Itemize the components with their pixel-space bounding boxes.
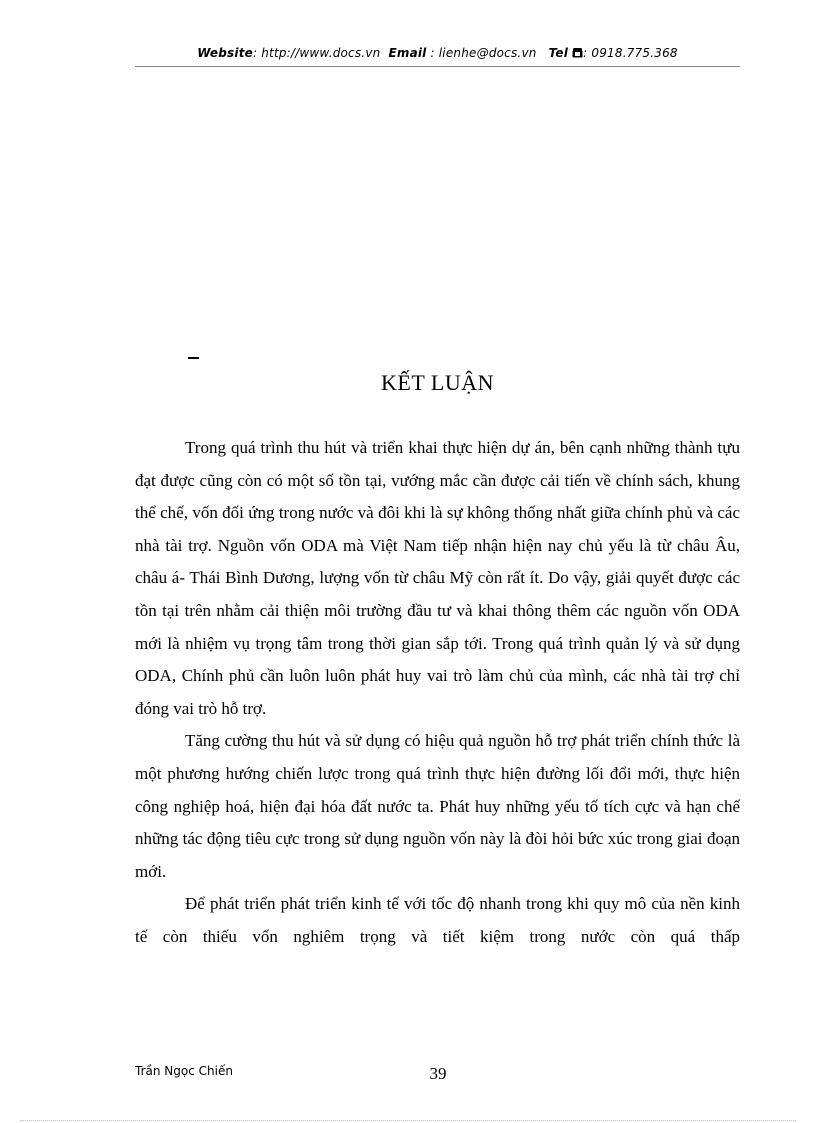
tel-value: : 0918.775.368: [583, 46, 678, 60]
page-number: 39: [429, 1064, 447, 1083]
page-title: KẾT LUẬN: [381, 370, 494, 395]
website-label: Website: [197, 46, 253, 60]
paragraph: Trong quá trình thu hút và triển khai thực hiện dự án, bên cạnh những thành tựu đạt được cũng còn có một số tồn tại, vướng mắc cần được cải tiến về chính sách, khung thể chế, vốn đối ứng trong nước và đôi khi là sự không thống nhất giữa chính phủ và các nhà tài trợ. Nguồn vốn ODA mà Việt Nam tiếp nhận hiện nay chủ yếu là từ châu Âu, châu á- Thái Bình Dương, lượng vốn từ châu Mỹ còn rất ít. Do vậy, giải quyết được các tồn tại trên nhằm cải thiện môi trường đầu tư và khai thông thêm các nguồn vốn ODA mới là nhiệm vụ trọng tâm trong thời gian sắp tới. Trong quá trình quản lý và sử dụng ODA, Chính phủ cần luôn luôn phát huy vai trò làm chủ của mình, các nhà tài trợ chỉ đóng vai trò hỗ trợ.: [135, 438, 740, 718]
body-text: [135, 432, 740, 954]
footer-divider: [20, 1120, 796, 1121]
header-divider: [135, 66, 740, 67]
email-label: Email: [388, 46, 427, 60]
phone-icon: [572, 46, 583, 60]
website-value: : http://www.docs.vn: [252, 46, 381, 60]
paragraph: Tăng cường thu hút và sử dụng có hiệu quả nguồn hỗ trợ phát triển chính thức là một phương hướng chiến lược trong quá trình thực hiện đường lối đổi mới, thực hiện công nghiệp hoá, hiện đại hóa đất nước ta. Phát huy những yếu tố tích cực và hạn chế những tác động tiêu cực trong sử dụng nguồn vốn này là đòi hỏi bức xúc trong giai đoạn mới.: [135, 731, 740, 881]
paragraph: Để phát triển phát triển kinh tế với tốc độ nhanh trong khi quy mô của nền kinh tế còn thiếu vốn nghiêm trọng và tiết kiệm trong nước còn quá thấp: [135, 894, 740, 946]
tel-label: Tel: [548, 46, 569, 60]
footer-author: Trần Ngọc Chiến: [135, 1064, 233, 1078]
email-value: : lienhe@docs.vn: [426, 46, 537, 60]
dash-mark: [188, 357, 199, 359]
page-header: [135, 46, 740, 60]
